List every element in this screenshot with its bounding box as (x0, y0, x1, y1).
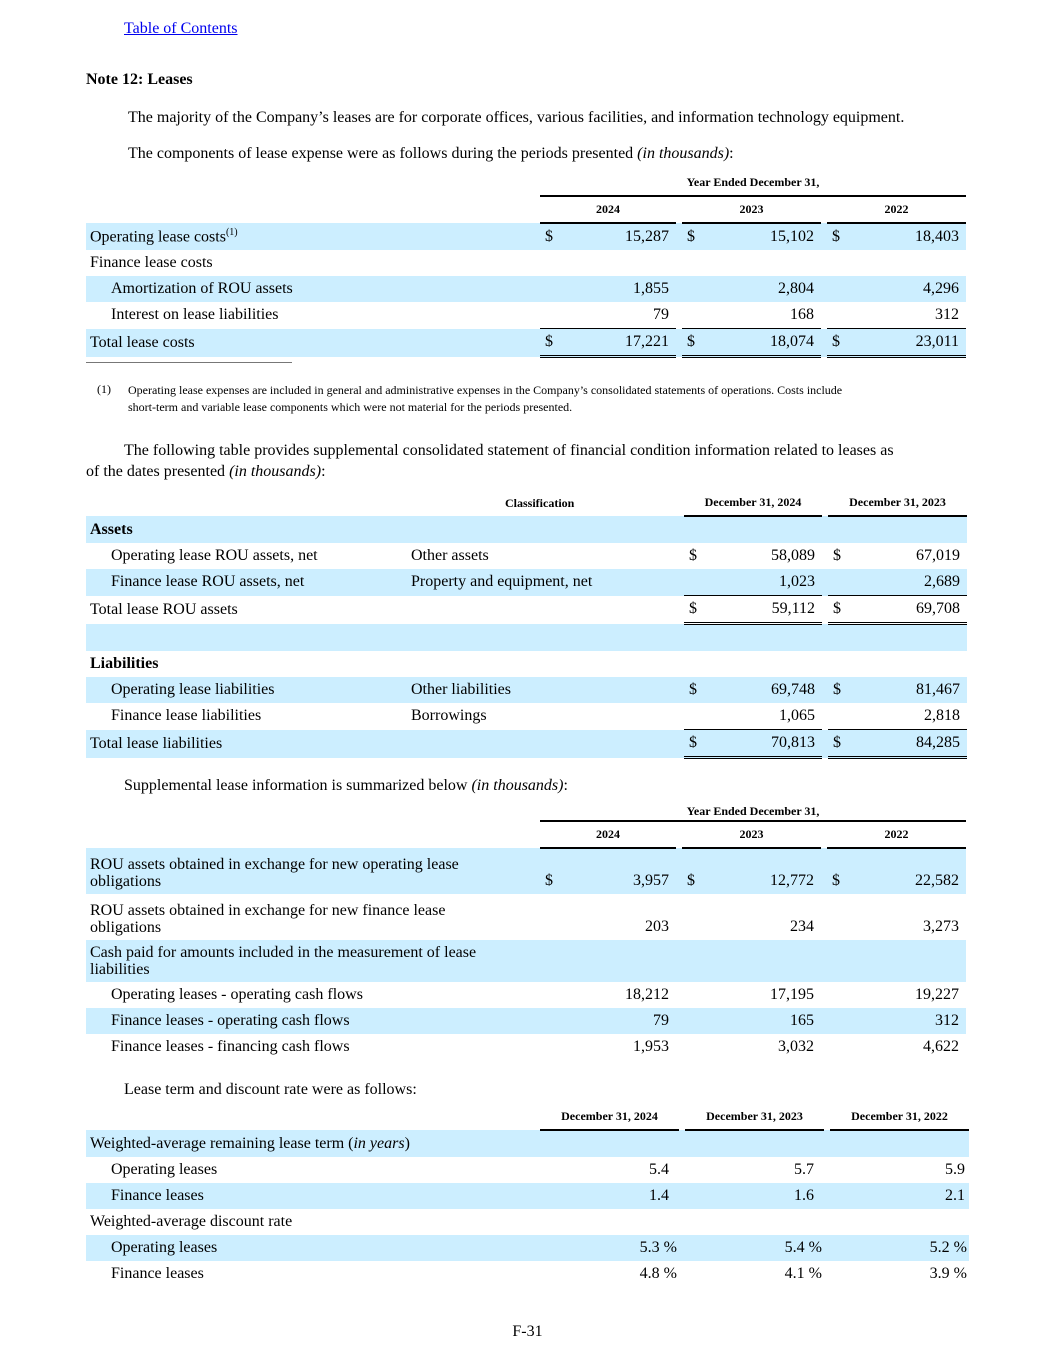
date-header: December 31, 2022 (830, 1104, 969, 1130)
page-number: F-31 (512, 1323, 543, 1340)
table-row: Operating leases 5.4 5.7 5.9 (111, 1161, 965, 1178)
supplemental-lease-table (86, 802, 966, 1060)
supplemental-condition-paragraph: The following table provides supplemental consolidated statement of financial condition information related to leases as of the dates presented (in thousands): (86, 442, 894, 480)
year-header: 2022 (827, 196, 966, 223)
table-row: Total lease costs $ 17,221 $ 18,074 $ 23,011 (86, 329, 966, 357)
table-row: Weighted-average remaining lease term (in years) (86, 1130, 969, 1157)
table-row: ROU assets obtained in exchange for new finance lease obligations 203 234 3,273 (90, 902, 959, 936)
lease-term-table (86, 1104, 969, 1287)
lease-expense-table (86, 170, 966, 358)
table-row: Finance leases 4.8 % 4.1 % 3.9 % (111, 1265, 967, 1282)
table-row: Cash paid for amounts included in the measurement of lease liabilities (86, 940, 966, 982)
table-row: Weighted-average discount rate (90, 1213, 293, 1230)
table-row: Assets (86, 516, 967, 543)
year-header: 2022 (827, 821, 966, 848)
year-ended-header: Year Ended December 31, (540, 802, 966, 821)
date-header: December 31, 2024 (540, 1104, 679, 1130)
table-row: Operating leases 5.3 % 5.4 % 5.2 % (86, 1235, 969, 1261)
footnote-marker: (1) (97, 382, 111, 396)
table-row: Total lease liabilities $ 70,813 $ 84,285 (86, 730, 967, 758)
date-header: December 31, 2024 (684, 490, 822, 516)
table-row: Operating lease ROU assets, net Other assets $ 58,089 $ 67,019 (111, 547, 960, 564)
table-row: Amortization of ROU assets 1,855 2,804 4,296 (86, 276, 966, 302)
table-row: Total lease ROU assets $ 59,112 $ 69,708 (86, 596, 967, 624)
table-row: Operating leases - operating cash flows 18,212 17,195 19,227 (111, 986, 959, 1003)
date-header: December 31, 2023 (828, 490, 967, 516)
year-ended-header: Year Ended December 31, (540, 170, 966, 196)
table-of-contents-link[interactable]: Table of Contents (124, 20, 238, 37)
year-header: 2023 (682, 196, 821, 223)
table-row (86, 624, 967, 652)
table-row: Liabilities (90, 655, 159, 672)
year-header: 2023 (682, 821, 821, 848)
year-header: 2024 (540, 196, 676, 223)
table-row: Operating lease liabilities Other liabilities $ 69,748 $ 81,467 (86, 677, 967, 703)
year-header: 2024 (540, 821, 676, 848)
table-row: Finance leases - financing cash flows 1,953 3,032 4,622 (111, 1038, 959, 1055)
lease-term-paragraph: Lease term and discount rate were as follows: (124, 1081, 417, 1098)
footnote-divider (86, 362, 292, 363)
date-header: December 31, 2023 (685, 1104, 824, 1130)
table-row: Finance leases 1.4 1.6 2.1 (86, 1183, 969, 1209)
financial-condition-table (86, 490, 967, 759)
classification-header: Classification (505, 495, 575, 510)
supplemental-info-paragraph: Supplemental lease information is summarized below (in thousands): (124, 777, 568, 794)
table-row: Finance lease ROU assets, net Property and equipment, net 1,023 2,689 (86, 569, 967, 596)
table-row: ROU assets obtained in exchange for new operating lease obligations $ 3,957 $ 12,772 $ 22,582 (86, 848, 966, 894)
table-row: Finance leases - operating cash flows 79 165 312 (86, 1008, 966, 1034)
table-row: Interest on lease liabilities 79 168 312 (86, 302, 966, 329)
components-paragraph: The components of lease expense were as follows during the periods presented (in thousands): (128, 145, 734, 162)
note-title: Note 12: Leases (86, 71, 193, 88)
intro-paragraph: The majority of the Company’s leases are for corporate offices, various facilities, and information technology equipment. (128, 109, 905, 126)
table-row: Operating lease costs$^{(1)}$ $ 15,287 $ 15,102 $ 18,403 (86, 223, 966, 250)
footnote-text: Operating lease expenses are included in general and administrative expenses in the Company’s consolidated statements of operations. Costs include short-term and variable lease components which were not material for the periods presented. (128, 383, 843, 414)
table-row: Finance lease costs (90, 254, 213, 271)
table-row: Finance lease liabilities Borrowings 1,065 2,818 (86, 703, 967, 730)
